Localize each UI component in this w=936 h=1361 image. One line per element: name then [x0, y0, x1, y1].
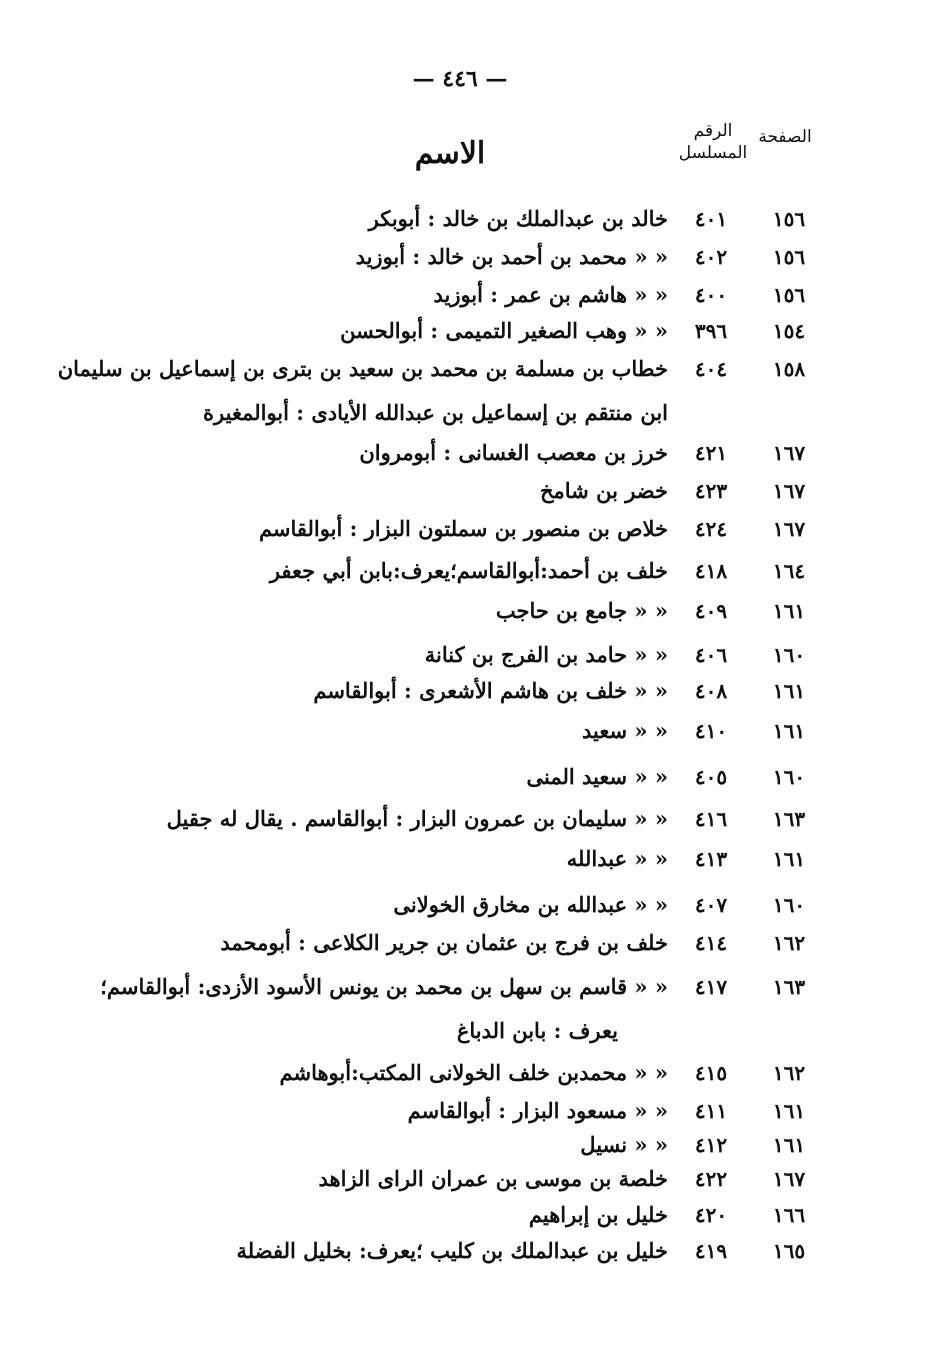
- table-row: [0, 1236, 936, 1270]
- header-page-column: الصفحة: [758, 127, 812, 147]
- serial-cell: ٤٢٠: [694, 1203, 728, 1227]
- page-cell: ١٦٢: [772, 1061, 806, 1085]
- serial-cell: ٤١٠: [694, 719, 728, 743]
- page-cell: ١٦٤: [772, 559, 806, 583]
- page-cell: ١٦٢: [772, 931, 806, 955]
- table-row: [0, 972, 936, 1006]
- table-row: [0, 514, 936, 548]
- table-row: [0, 280, 936, 314]
- table-row: [0, 676, 936, 710]
- header-serial-line1: الرقم: [693, 121, 733, 141]
- page-cell: ١٦٦: [772, 1203, 806, 1227]
- serial-cell: ٤٠١: [694, 207, 728, 231]
- serial-cell: ٤١٧: [694, 975, 728, 999]
- serial-cell: ٤٢٤: [694, 517, 728, 541]
- page-cell: ١٦١: [772, 847, 806, 871]
- serial-cell: ٤٠٩: [694, 599, 728, 623]
- serial-cell: ٤١٣: [694, 847, 728, 871]
- page-cell: ١٥٤: [772, 319, 806, 343]
- name-cell: خلصة بن موسى بن عمران الراى الزاهد: [318, 1166, 668, 1191]
- serial-cell: ٤٠٦: [694, 643, 728, 667]
- table-row: [0, 640, 936, 674]
- page-cell: ١٦٠: [772, 765, 806, 789]
- name-cell: « « محمدبن خلف الخولانى المكتب:أبوهاشم: [279, 1060, 668, 1085]
- name-cell: « « نسيل: [580, 1132, 668, 1157]
- page-cell: ١٦١: [772, 599, 806, 623]
- header-serial-line2: المسلسل: [678, 143, 748, 163]
- table-row: [0, 354, 936, 388]
- name-cell: « « هاشم بن عمر : أبوزيد: [433, 282, 668, 307]
- page-cell: ١٦١: [772, 1099, 806, 1123]
- name-cell: خطاب بن مسلمة بن محمد بن سعيد بن بترى بن إسماعيل بن سليمان: [57, 356, 668, 381]
- name-cell: « « عبدالله بن مخارق الخولانى: [393, 892, 668, 917]
- name-cell: خرز بن معصب الغسانى : أبومروان: [359, 440, 668, 465]
- serial-cell: ٤٠٢: [694, 245, 728, 269]
- table-row: [0, 1058, 936, 1092]
- table-row: [0, 438, 936, 472]
- serial-cell: ٤١٨: [694, 559, 728, 583]
- table-row: [0, 1164, 936, 1198]
- page-cell: ١٦١: [772, 679, 806, 703]
- table-row: [0, 242, 936, 276]
- name-cell: خالد بن عبدالملك بن خالد : أبوبكر: [368, 206, 668, 231]
- name-cell: خليل بن عبدالملك بن كليب ؛يعرف: بخليل الفضلة: [236, 1238, 668, 1263]
- serial-cell: ٤١٦: [694, 807, 728, 831]
- serial-cell: ٤٢٣: [694, 479, 728, 503]
- table-row: [0, 556, 936, 590]
- serial-cell: ٤١٢: [694, 1133, 728, 1157]
- page-cell: ١٦٧: [772, 441, 806, 465]
- page-cell: ١٦٣: [772, 807, 806, 831]
- name-cell: « « خلف بن هاشم الأشعرى : أبوالقاسم: [313, 678, 668, 703]
- table-row: [0, 928, 936, 962]
- table-row: [0, 716, 936, 750]
- serial-cell: ٤٠٤: [694, 357, 728, 381]
- table-row: [0, 1130, 936, 1164]
- page-cell: ١٦٠: [772, 643, 806, 667]
- name-cell: خلف بن أحمد:أبوالقاسم؛يعرف:بابن أبي جعفر: [269, 558, 668, 583]
- page-cell: ١٦٧: [772, 479, 806, 503]
- serial-cell: ٤٠٠: [694, 283, 728, 307]
- page-cell: ١٦٧: [772, 517, 806, 541]
- serial-cell: ٤٢٢: [694, 1167, 728, 1191]
- name-cell: « « مسعود البزار : أبوالقاسم: [407, 1098, 668, 1123]
- name-cell: خلاص بن منصور بن سملتون البزار : أبوالقاسم: [258, 516, 668, 541]
- serial-cell: ٤٠٧: [694, 893, 728, 917]
- table-row: [0, 476, 936, 510]
- name-cell: خلف بن فرج بن عثمان بن جرير الكلاعى : أبومحمد: [220, 930, 668, 955]
- table-row: [0, 1096, 936, 1130]
- header-name-column: الاسم: [414, 136, 486, 171]
- serial-cell: ٤٠٨: [694, 679, 728, 703]
- page-cell: ١٥٨: [772, 357, 806, 381]
- page-cell: ١٥٦: [772, 207, 806, 231]
- table-row: [0, 844, 936, 878]
- serial-cell: ٤٢١: [694, 441, 728, 465]
- serial-cell: ٤٠٥: [694, 765, 728, 789]
- name-continuation: ابن منتقم بن إسماعيل بن عبدالله الأيادى : أبوالمغيرة: [203, 400, 668, 425]
- table-row: [0, 204, 936, 238]
- name-cell: « « عبدالله: [566, 846, 668, 871]
- table-row: [0, 890, 936, 924]
- serial-cell: ٤١٤: [694, 931, 728, 955]
- page-cell: ١٦٠: [772, 893, 806, 917]
- name-cell: « « حامد بن الفرج بن كنانة: [424, 642, 668, 667]
- name-cell: « « سليمان بن عمرون البزار : أبوالقاسم . يقال له جقيل: [166, 806, 668, 831]
- header-serial-column: [678, 120, 748, 164]
- serial-cell: ٤١٩: [694, 1239, 728, 1263]
- name-cell: « « جامع بن حاجب: [495, 598, 668, 623]
- table-row: [0, 596, 936, 630]
- page-cell: ١٦١: [772, 719, 806, 743]
- page-cell: ١٥٦: [772, 245, 806, 269]
- serial-cell: ٤١٥: [694, 1061, 728, 1085]
- table-row: [0, 1200, 936, 1234]
- table-row: [0, 316, 936, 350]
- page-cell: ١٦٥: [772, 1239, 806, 1263]
- table-row: [0, 762, 936, 796]
- page-cell: ١٦٣: [772, 975, 806, 999]
- name-cell: « « وهب الصغير التميمى : أبوالحسن: [340, 318, 668, 343]
- page-number: — ٤٤٦ —: [412, 66, 508, 92]
- page-cell: ١٦٧: [772, 1167, 806, 1191]
- name-cell: « « قاسم بن سهل بن محمد بن يونس الأسود الأزدى: أبوالقاسم؛: [100, 974, 668, 999]
- serial-cell: ٣٩٦: [694, 319, 728, 343]
- name-cell: خضر بن شامخ: [539, 478, 668, 503]
- name-cell: « « محمد بن أحمد بن خالد : أبوزيد: [355, 244, 668, 269]
- page-cell: ١٥٦: [772, 283, 806, 307]
- page-cell: ١٦١: [772, 1133, 806, 1157]
- name-cell: « « سعيد: [582, 718, 668, 743]
- table-row: [0, 804, 936, 838]
- name-cell: « « سعيد المنى: [526, 764, 668, 789]
- name-cell: خليل بن إبراهيم: [528, 1202, 668, 1227]
- name-continuation: يعرف : بابن الدباغ: [456, 1018, 618, 1043]
- serial-cell: ٤١١: [694, 1099, 728, 1123]
